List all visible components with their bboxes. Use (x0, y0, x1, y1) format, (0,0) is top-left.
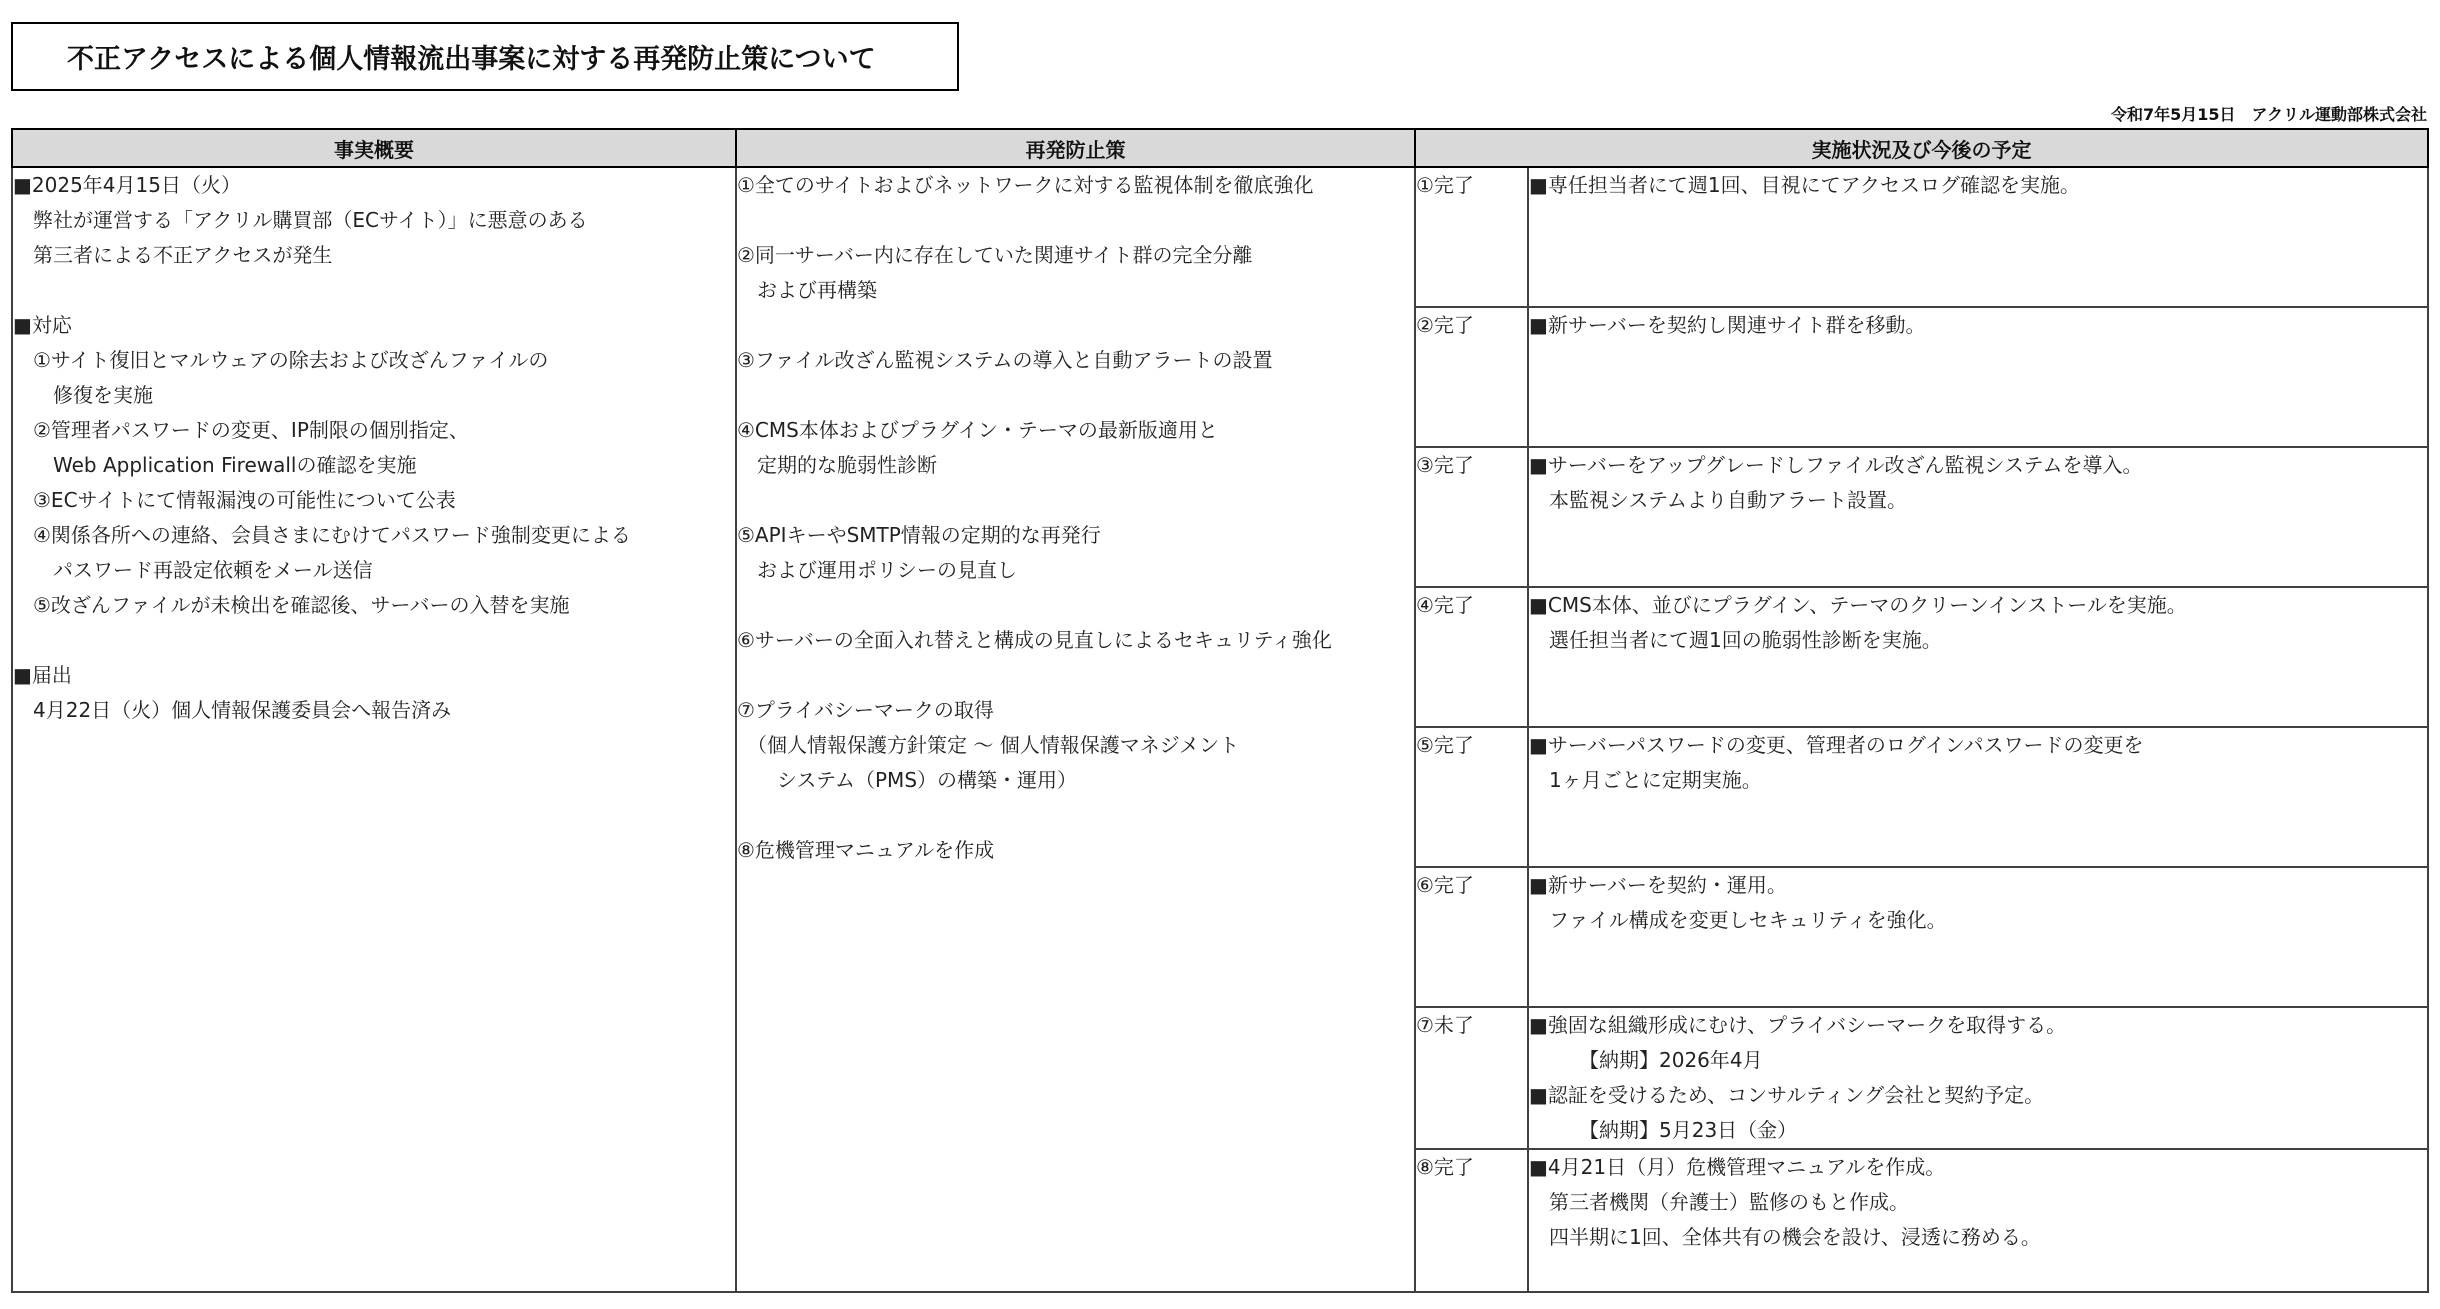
text-line: 1ヶ月ごとに定期実施。 (1529, 768, 1762, 792)
text-line: ④CMS本体およびプラグイン・テーマの最新版適用と (737, 418, 1218, 442)
text-line: 4月22日（火）個人情報保護委員会へ報告済み (13, 698, 452, 722)
text-line: パスワード再設定依頼をメール送信 (13, 558, 373, 582)
text-line: および運用ポリシーの見直し (737, 558, 1017, 582)
text-line (737, 588, 1414, 623)
status-row (12, 167, 2428, 307)
text-line: ■認証を受けるため、コンサルティング会社と契約予定。 (1529, 1083, 2045, 1107)
text-line: ⑦プライバシーマークの取得 (737, 698, 994, 722)
text-line: ■新サーバーを契約し関連サイト群を移動。 (1529, 313, 1926, 337)
text-line: 第三者による不正アクセスが発生 (13, 243, 333, 267)
text-line: 弊社が運営する「アクリル購買部（ECサイト）」に悪意のある (13, 208, 588, 232)
status-label: ①完了 (1415, 167, 1528, 307)
text-line: Web Application Firewallの確認を実施 (13, 453, 417, 477)
header-facts: 事実概要 (12, 129, 736, 167)
text-line: 定期的な脆弱性診断 (737, 453, 937, 477)
text-line (737, 203, 1414, 238)
status-detail (1528, 447, 2428, 587)
text-line (737, 483, 1414, 518)
text-line: （個人情報保護方針策定 ～ 個人情報保護マネジメント (737, 733, 1240, 757)
text-line (737, 378, 1414, 413)
text-line: ■サーバーをアップグレードしファイル改ざん監視システムを導入。 (1529, 453, 2143, 477)
measures-cell (736, 167, 1415, 1292)
text-line (737, 658, 1414, 693)
status-label: ②完了 (1415, 307, 1528, 447)
status-label: ⑧完了 (1415, 1149, 1528, 1292)
text-line: ①全てのサイトおよびネットワークに対する監視体制を徹底強化 (737, 173, 1314, 197)
header-measures: 再発防止策 (736, 129, 1415, 167)
text-line: 第三者機関（弁護士）監修のもと作成。 (1529, 1190, 1909, 1214)
text-line: 本監視システムより自動アラート設置。 (1529, 488, 1907, 512)
text-line: ■2025年4月15日（火） (13, 173, 241, 197)
text-line: 【納期】2026年4月 (1529, 1048, 1763, 1072)
status-label: ⑥完了 (1415, 867, 1528, 1007)
text-line: ⑤改ざんファイルが未検出を確認後、サーバーの入替を実施 (13, 593, 570, 617)
status-detail (1528, 727, 2428, 867)
text-line: ①サイト復旧とマルウェアの除去および改ざんファイルの (13, 348, 549, 372)
text-line: ②同一サーバー内に存在していた関連サイト群の完全分離 (737, 243, 1253, 267)
text-line: ④関係各所への連絡、会員さまにむけてパスワード強制変更による (13, 523, 631, 547)
text-line: ファイル構成を変更しセキュリティを強化。 (1529, 908, 1947, 932)
text-line: ■4月21日（月）危機管理マニュアルを作成。 (1529, 1155, 1946, 1179)
text-line: ③ECサイトにて情報漏洩の可能性について公表 (13, 488, 456, 512)
text-line: ■新サーバーを契約・運用。 (1529, 873, 1787, 897)
status-detail (1528, 1149, 2428, 1292)
status-detail (1528, 867, 2428, 1007)
status-label: ③完了 (1415, 447, 1528, 587)
text-line: ⑧危機管理マニュアルを作成 (737, 838, 995, 862)
text-line (13, 623, 735, 658)
text-line: 選任担当者にて週1回の脆弱性診断を実施。 (1529, 628, 1942, 652)
header-status: 実施状況及び今後の予定 (1415, 129, 2428, 167)
text-line: ②管理者パスワードの変更、IP制限の個別指定、 (13, 418, 469, 442)
text-line: ■サーバーパスワードの変更、管理者のログインパスワードの変更を (1529, 733, 2144, 757)
status-detail (1528, 587, 2428, 727)
text-line: ■専任担当者にて週1回、目視にてアクセスログ確認を実施。 (1529, 173, 2081, 197)
status-label: ④完了 (1415, 587, 1528, 727)
status-detail (1528, 1007, 2428, 1149)
text-line: 四半期に1回、全体共有の機会を設け、浸透に務める。 (1529, 1225, 2041, 1249)
status-detail (1528, 167, 2428, 307)
text-line: ■対応 (13, 313, 72, 337)
text-line: ■CMS本体、並びにプラグイン、テーマのクリーンインストールを実施。 (1529, 593, 2187, 617)
text-line: ⑥サーバーの全面入れ替えと構成の見直しによるセキュリティ強化 (737, 628, 1332, 652)
text-line: システム（PMS）の構築・運用） (737, 768, 1078, 792)
status-label: ⑦未了 (1415, 1007, 1528, 1149)
text-line (13, 273, 735, 308)
status-detail (1528, 307, 2428, 447)
text-line: ■届出 (13, 663, 72, 687)
status-label: ⑤完了 (1415, 727, 1528, 867)
text-line (737, 798, 1414, 833)
table-header-row (12, 129, 2428, 167)
measures-table (11, 128, 2429, 1293)
text-line: ③ファイル改ざん監視システムの導入と自動アラートの設置 (737, 348, 1273, 372)
text-line: ⑤APIキーやSMTP情報の定期的な再発行 (737, 523, 1101, 547)
text-line: ■強固な組織形成にむけ、プライバシーマークを取得する。 (1529, 1013, 2067, 1037)
text-line (737, 308, 1414, 343)
text-line: 【納期】5月23日（金） (1529, 1118, 1798, 1142)
document-title: 不正アクセスによる個人情報流出事案に対する再発防止策について (11, 22, 959, 91)
text-line: 修復を実施 (13, 383, 153, 407)
text-line: および再構築 (737, 278, 877, 302)
date-and-company: 令和7年5月15日 アクリル運動部株式会社 (2110, 105, 2427, 124)
facts-cell (12, 167, 736, 1292)
